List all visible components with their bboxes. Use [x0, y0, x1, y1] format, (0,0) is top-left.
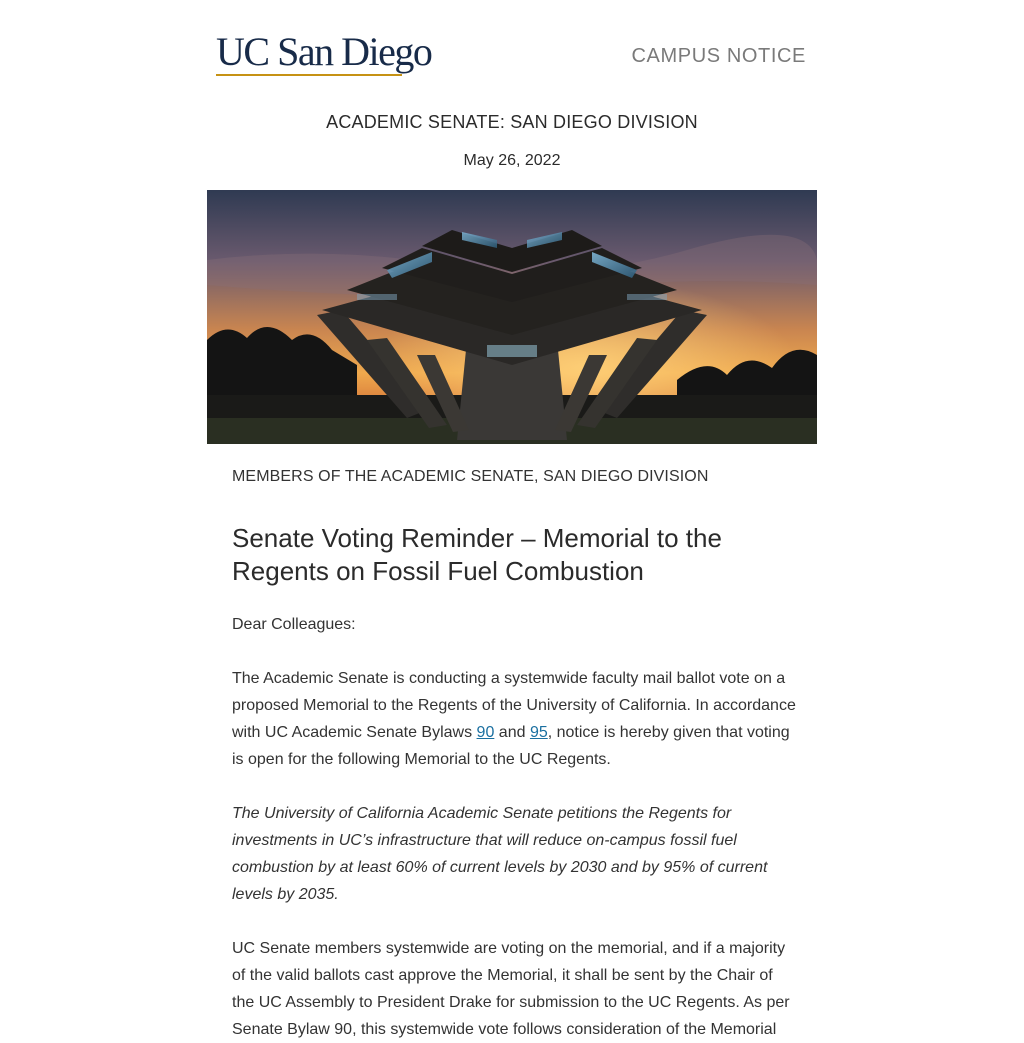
email-header [207, 0, 817, 100]
email-headline: Senate Voting Reminder – Memorial to the Regents on Fossil Fuel Combustion [232, 523, 722, 586]
logo-wordmark: UC San Diego [216, 29, 432, 74]
email-container [207, 0, 817, 1038]
email-body [232, 465, 797, 1043]
intro-text-end: , notice is hereby given that voting is open for the following Memorial to the UC Regents. [232, 724, 790, 768]
voting-paragraph: UC Senate members systemwide are voting on the memorial, and if a majority of the valid ballots cast approve the Memorial, it shall be sent by the Chair of the UC Assembly to President Drake for submission to the UC Regents. As per Senate Bylaw 90, this systemwide vote follows consideration of the Memorial [232, 940, 790, 1038]
hero-image-geisel-library [207, 190, 817, 444]
recipients-line: MEMBERS OF THE ACADEMIC SENATE, SAN DIEGO DIVISION [232, 468, 709, 485]
bylaw-90-link[interactable]: 90 [476, 724, 495, 741]
intro-text-mid: and [494, 724, 530, 741]
memorial-text: The University of California Academic Senate petitions the Regents for investments in UC’s infrastructure that will reduce on-campus fossil fuel combustion by at least 60% of current levels by 2030 and by 95% of current levels by 2035. [232, 805, 768, 903]
bylaw-95-link[interactable]: 95 [529, 724, 548, 741]
division-title: ACADEMIC SENATE: SAN DIEGO DIVISION [326, 112, 698, 132]
notice-date: May 26, 2022 [463, 152, 561, 169]
salutation: Dear Colleagues: [232, 616, 356, 633]
ucsd-logo[interactable] [216, 29, 432, 76]
logo-gold-rule [216, 74, 402, 76]
campus-notice-label: CAMPUS NOTICE [631, 45, 806, 67]
intro-text-start: The Academic Senate is conducting a systemwide faculty mail ballot vote on a proposed Memorial to the Regents of the University of California. In accordance with UC Academic Senate Bylaws [232, 670, 796, 741]
intro-paragraph [232, 665, 797, 773]
